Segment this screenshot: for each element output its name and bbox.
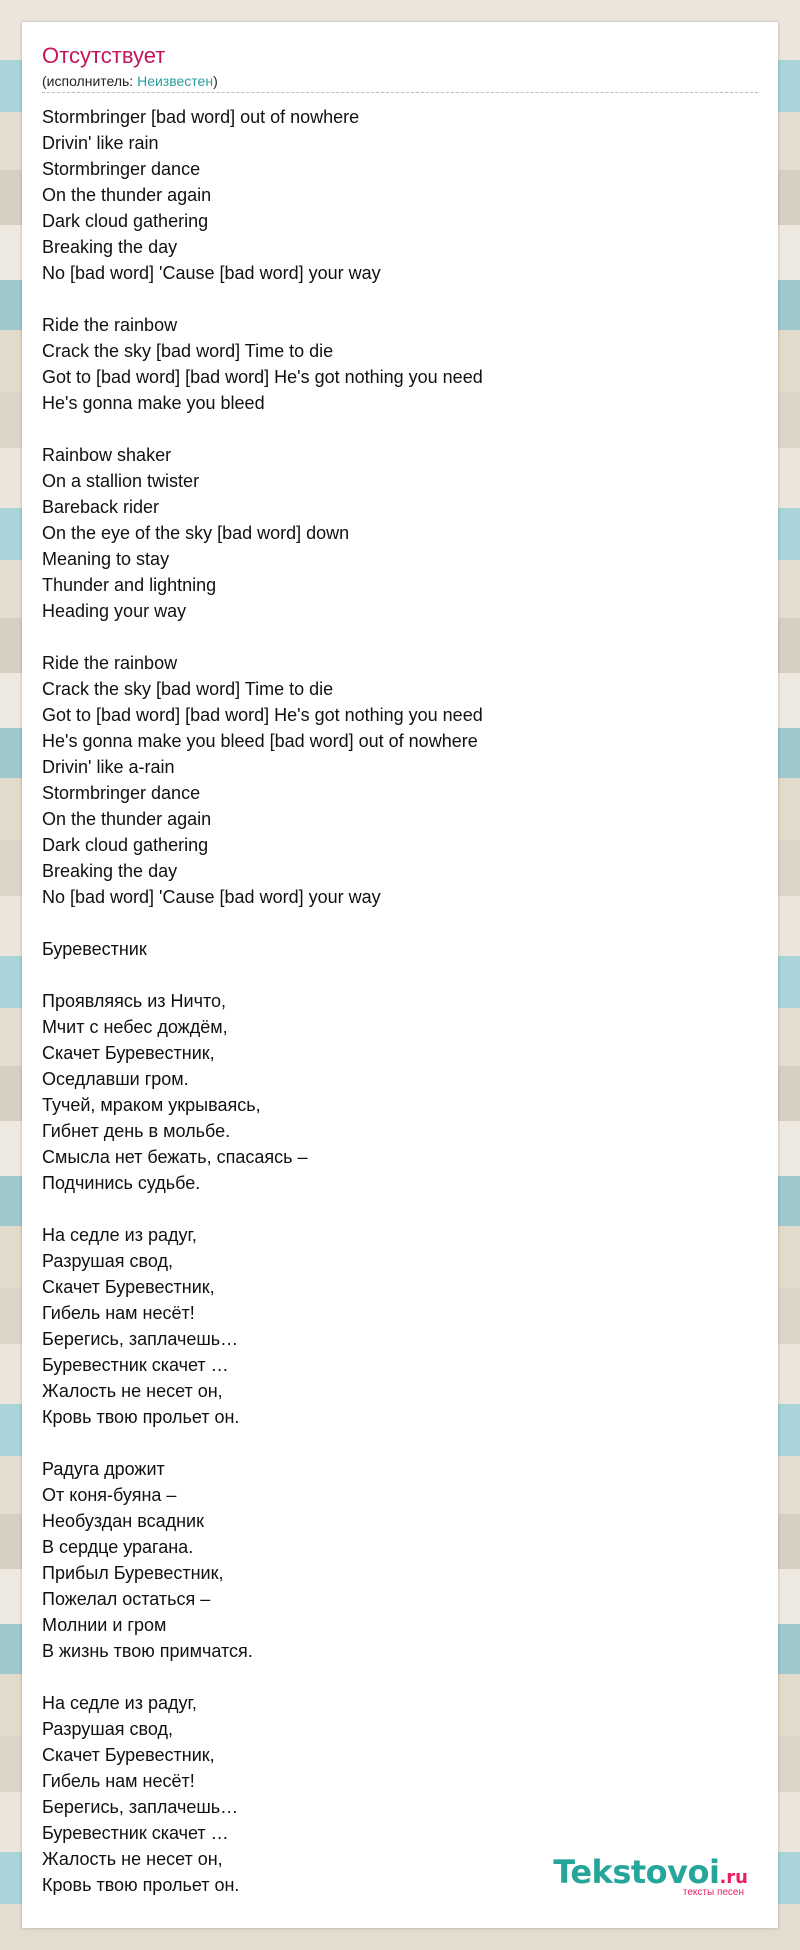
logo-tagline: тексты песен bbox=[682, 1887, 744, 1898]
logo-wordmark: Tekstovoi bbox=[553, 1853, 720, 1891]
artist-link[interactable]: Неизвестен bbox=[137, 73, 214, 89]
logo-tld: .ru bbox=[719, 1867, 748, 1888]
lyrics-text: Stormbringer [bad word] out of nowhere Drivin' like rain Stormbringer dance On the thunder again Dark cloud gathering Breaking the day No [bad word] 'Cause [bad word] your way Ride the rainbow Crack the sky [bad word] Time to die Got to [bad word] [bad word] He's got nothing you need He's gonna make you bleed Rainbow shaker On a stallion twister Bareback rider On the eye of the sky [bad word] down Meaning to stay Thunder and lightning Heading your way Ride the rainbow Crack the sky [bad word] Time to die Got to [bad word] [bad word] He's got nothing you need He's gonna make you bleed [bad word] out of nowhere Drivin' like a-rain Stormbringer dance On the thunder again Dark cloud gathering Breaking the day No [bad word] 'Cause [bad word] your way Буревестник Проявляясь из Ничто, Мчит с небес дождём, Скачет Буревестник, Оседлавши гром. Тучей, мраком укрываясь, Гибнет день в мольбе. Смысла нет бежать, спасаясь – Подчинись судьбе. На седле из радуг, Разрушая свод, Скачет Буревестник, Гибель нам несёт! Берегись, заплачешь… Буревестник скачет … Жалость не несет он, Кровь твою прольет он. Радуга дрожит От коня-буяна – Необуздан всадник В сердце урагана. Прибыл Буревестник, Пожелал остаться – Молнии и гром В жизнь твою примчатся. На седле из радуг, Разрушая свод, Скачет Буревестник, Гибель нам несёт! Берегись, заплачешь… Буревестник скачет … Жалость не несет он, Кровь твою прольет он. bbox=[42, 107, 483, 1895]
dashed-divider bbox=[42, 92, 758, 93]
site-logo[interactable] bbox=[553, 1853, 748, 1898]
artist-prefix: (исполнитель: bbox=[42, 73, 138, 89]
artist-line bbox=[42, 72, 218, 90]
artist-suffix: ) bbox=[213, 73, 218, 89]
lyrics-card bbox=[22, 22, 778, 1928]
song-title: Отсутствует bbox=[42, 43, 166, 68]
